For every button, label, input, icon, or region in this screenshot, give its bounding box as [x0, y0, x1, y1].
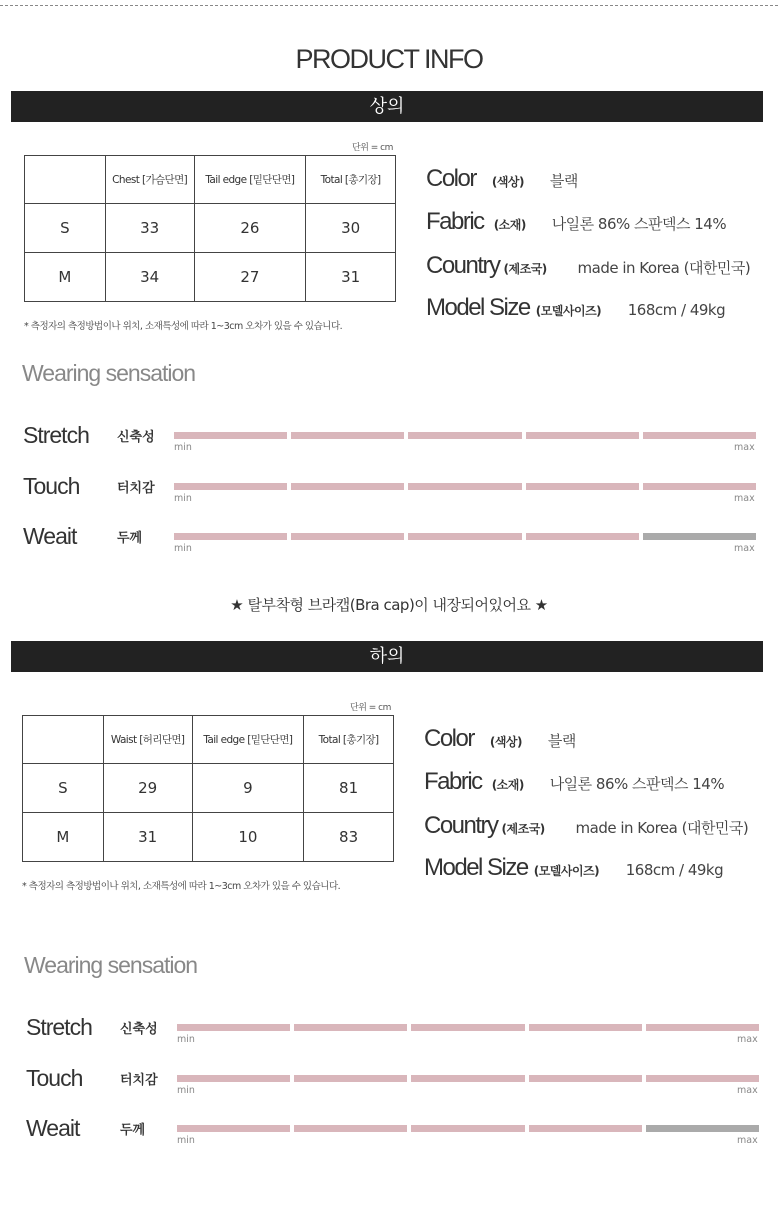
- wear-label-en: Touch: [26, 1065, 83, 1091]
- info-country-bottom: [424, 812, 748, 840]
- measurement-note-bottom: * 측정자의 측정방법이나 위치, 소재특성에 따라 1~3cm 오차가 있을 수 있습니다.: [22, 881, 341, 892]
- table-cell: 33: [105, 204, 194, 253]
- table-header-cell: [25, 156, 106, 204]
- table-header-cell: Waist [허리단면]: [103, 716, 192, 764]
- wearing-sensation-title-bottom: Wearing sensation: [24, 952, 198, 978]
- level-segment: [646, 1125, 759, 1132]
- info-value: 나일론 86% 스판덱스 14%: [551, 215, 727, 233]
- wear-label-ko: 터치감: [120, 1073, 158, 1088]
- table-cell: 29: [103, 764, 192, 813]
- info-label-ko: (색상): [489, 735, 523, 749]
- wear-max-label: max: [734, 442, 755, 453]
- table-header-row: [25, 156, 396, 204]
- level-segment: [177, 1075, 290, 1082]
- info-value: made in Korea (대한민국): [577, 259, 751, 277]
- wear-min-label: min: [177, 1034, 195, 1045]
- level-segment: [643, 483, 756, 490]
- level-segment: [529, 1075, 642, 1082]
- info-label: Fabric: [426, 208, 484, 235]
- level-segment: [294, 1024, 407, 1031]
- table-cell: 81: [304, 764, 394, 813]
- info-label-ko: (모델사이즈): [533, 864, 600, 878]
- level-segment: [526, 533, 639, 540]
- info-label-ko: (제조국): [501, 822, 545, 836]
- info-label: Fabric: [424, 768, 482, 795]
- page-title: PRODUCT INFO: [295, 44, 483, 74]
- wear-level-bar: [177, 1075, 759, 1082]
- info-label: Model Size: [424, 854, 528, 881]
- wear-max-label: max: [737, 1135, 758, 1146]
- info-model-bottom: [424, 854, 723, 882]
- info-fabric-top: [426, 208, 726, 236]
- wear-label-en: Weait: [26, 1115, 80, 1141]
- level-segment: [408, 483, 521, 490]
- table-header-cell: Total [총기장]: [304, 716, 394, 764]
- size-table-bottom: [22, 715, 394, 862]
- wear-level-bar: [174, 533, 756, 540]
- info-value: 나일론 86% 스판덱스 14%: [549, 775, 725, 793]
- wear-label-ko: 두께: [117, 531, 143, 546]
- info-label-ko: (모델사이즈): [535, 304, 602, 318]
- level-segment: [646, 1075, 759, 1082]
- wear-min-label: min: [174, 543, 192, 554]
- table-row: [23, 813, 394, 862]
- table-header-row: [23, 716, 394, 764]
- level-segment: [294, 1075, 407, 1082]
- level-segment: [529, 1125, 642, 1132]
- table-header-cell: Tail edge [밑단단면]: [192, 716, 304, 764]
- table-cell: 30: [306, 204, 396, 253]
- level-segment: [291, 432, 404, 439]
- wear-level-bar: [177, 1125, 759, 1132]
- table-cell: 31: [306, 253, 396, 302]
- table-cell: M: [23, 813, 104, 862]
- table-row: [25, 253, 396, 302]
- level-segment: [291, 483, 404, 490]
- table-cell: 9: [192, 764, 304, 813]
- level-segment: [643, 432, 756, 439]
- wear-label-en: Stretch: [26, 1014, 92, 1040]
- info-color-top: [426, 165, 578, 193]
- wear-label-en: Stretch: [23, 422, 89, 448]
- level-segment: [177, 1024, 290, 1031]
- level-segment: [526, 432, 639, 439]
- unit-label-bottom: 단위 = cm: [350, 703, 391, 713]
- table-header-cell: Total [총기장]: [306, 156, 396, 204]
- info-value: 블랙: [547, 732, 576, 750]
- wear-label-ko: 두께: [120, 1123, 146, 1138]
- wear-min-label: min: [174, 442, 192, 453]
- wear-label-en: Touch: [23, 473, 80, 499]
- table-cell: S: [23, 764, 104, 813]
- level-segment: [411, 1125, 524, 1132]
- section-bar-bottom: 하의: [11, 641, 763, 672]
- info-label-ko: (소재): [491, 778, 524, 792]
- wear-level-bar: [174, 483, 756, 490]
- wear-label-ko: 터치감: [117, 481, 155, 496]
- wear-label-ko: 신축성: [117, 430, 155, 445]
- info-label: Country: [424, 812, 498, 839]
- table-cell: S: [25, 204, 106, 253]
- info-value: 168cm / 49kg: [627, 301, 726, 319]
- table-row: [25, 204, 396, 253]
- wear-min-label: min: [177, 1135, 195, 1146]
- wear-min-label: min: [177, 1085, 195, 1096]
- info-label: Model Size: [426, 294, 530, 321]
- wear-label-ko: 신축성: [120, 1022, 158, 1037]
- wear-max-label: max: [734, 493, 755, 504]
- info-label: Color: [424, 725, 474, 752]
- level-segment: [643, 533, 756, 540]
- level-segment: [174, 432, 287, 439]
- level-segment: [646, 1024, 759, 1031]
- info-country-top: [426, 252, 750, 280]
- info-fabric-bottom: [424, 768, 724, 796]
- wear-max-label: max: [737, 1034, 758, 1045]
- info-label-ko: (색상): [491, 175, 525, 189]
- table-cell: 83: [304, 813, 394, 862]
- info-label-ko: (소재): [493, 218, 526, 232]
- info-color-bottom: [424, 725, 576, 753]
- wear-level-bar: [174, 432, 756, 439]
- table-cell: 27: [194, 253, 306, 302]
- info-label-ko: (제조국): [503, 262, 547, 276]
- wearing-sensation-title-top: Wearing sensation: [22, 360, 196, 386]
- info-label: Country: [426, 252, 500, 279]
- level-segment: [291, 533, 404, 540]
- level-segment: [408, 432, 521, 439]
- top-dashed-divider: [0, 5, 778, 6]
- info-value: 168cm / 49kg: [625, 861, 724, 879]
- bra-cap-notice: ★ 탈부착형 브라캡(Bra cap)이 내장되어있어요 ★: [230, 596, 548, 614]
- level-segment: [529, 1024, 642, 1031]
- wear-max-label: max: [734, 543, 755, 554]
- measurement-note-top: * 측정자의 측정방법이나 위치, 소재특성에 따라 1~3cm 오차가 있을 수 있습니다.: [24, 321, 343, 332]
- table-cell: M: [25, 253, 106, 302]
- wear-label-en: Weait: [23, 523, 77, 549]
- level-segment: [526, 483, 639, 490]
- info-label: Color: [426, 165, 476, 192]
- info-value: 블랙: [549, 172, 578, 190]
- table-header-cell: [23, 716, 104, 764]
- level-segment: [294, 1125, 407, 1132]
- level-segment: [411, 1024, 524, 1031]
- level-segment: [408, 533, 521, 540]
- table-header-cell: Chest [가슴단면]: [105, 156, 194, 204]
- level-segment: [174, 483, 287, 490]
- wear-min-label: min: [174, 493, 192, 504]
- section-bar-top: 상의: [11, 91, 763, 122]
- level-segment: [174, 533, 287, 540]
- unit-label-top: 단위 = cm: [352, 143, 393, 153]
- table-cell: 34: [105, 253, 194, 302]
- table-cell: 10: [192, 813, 304, 862]
- info-value: made in Korea (대한민국): [575, 819, 749, 837]
- table-row: [23, 764, 394, 813]
- table-cell: 26: [194, 204, 306, 253]
- info-model-top: [426, 294, 725, 322]
- table-header-cell: Tail edge [밑단단면]: [194, 156, 306, 204]
- size-table-top: [24, 155, 396, 302]
- table-cell: 31: [103, 813, 192, 862]
- wear-max-label: max: [737, 1085, 758, 1096]
- level-segment: [411, 1075, 524, 1082]
- wear-level-bar: [177, 1024, 759, 1031]
- level-segment: [177, 1125, 290, 1132]
